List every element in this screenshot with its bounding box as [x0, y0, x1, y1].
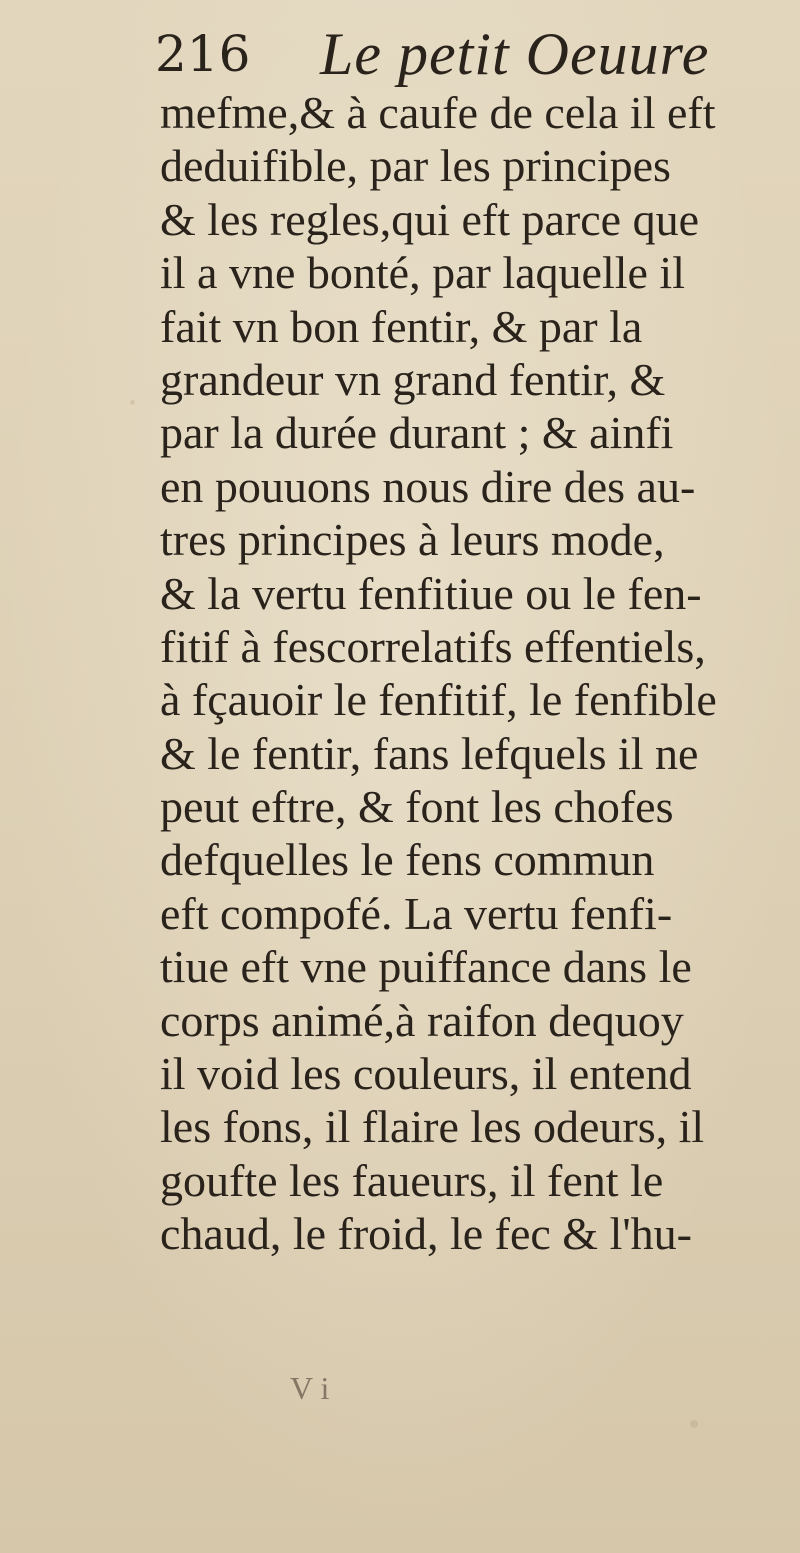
page-number: 216: [155, 25, 251, 83]
text-line: en pouuons nous dire des au-: [160, 460, 696, 512]
paper-stain: [130, 400, 135, 405]
text-line: & les regles,qui eft parce que: [160, 193, 699, 245]
text-line: peut eftre, & font les chofes: [160, 781, 674, 833]
text-line: goufte les faueurs, il fent le: [160, 1154, 664, 1206]
signature-mark: V i: [290, 1370, 330, 1406]
page-header: [155, 14, 775, 94]
paper-stain: [690, 1420, 698, 1428]
text-line: les fons, il flaire les odeurs, il: [160, 1101, 705, 1153]
text-line: il a vne bonté, par laquelle il: [160, 247, 685, 299]
text-line: defquelles le fens commun: [160, 834, 655, 886]
text-line: grandeur vn grand fentir, &: [160, 353, 666, 405]
text-line: fait vn bon fentir, & par la: [160, 300, 643, 352]
text-line: à fçauoir le fenfitif, le fenfible: [160, 674, 717, 726]
text-line: il void les couleurs, il entend: [160, 1048, 692, 1100]
text-line: par la durée durant ; & ainfi: [160, 407, 674, 459]
text-line: chaud, le froid, le fec & l'hu-: [160, 1208, 692, 1260]
body-text: [160, 86, 780, 1261]
text-line: tiue eft vne puiffance dans le: [160, 941, 692, 993]
text-line: eft compofé. La vertu fenfi-: [160, 887, 673, 939]
text-line: tres principes à leurs mode,: [160, 514, 665, 566]
text-line: & la vertu fenfitiue ou le fen-: [160, 567, 702, 619]
text-line: corps animé,à raifon dequoy: [160, 994, 684, 1046]
text-line: fitif à fescorrelatifs effentiels,: [160, 620, 706, 672]
text-line: & le fentir, fans lefquels il ne: [160, 727, 699, 779]
running-title: Le petit Oeuure: [320, 21, 710, 87]
text-line: mefme,& à caufe de cela il eft: [160, 87, 716, 138]
text-line: deduifible, par les principes: [160, 140, 671, 192]
